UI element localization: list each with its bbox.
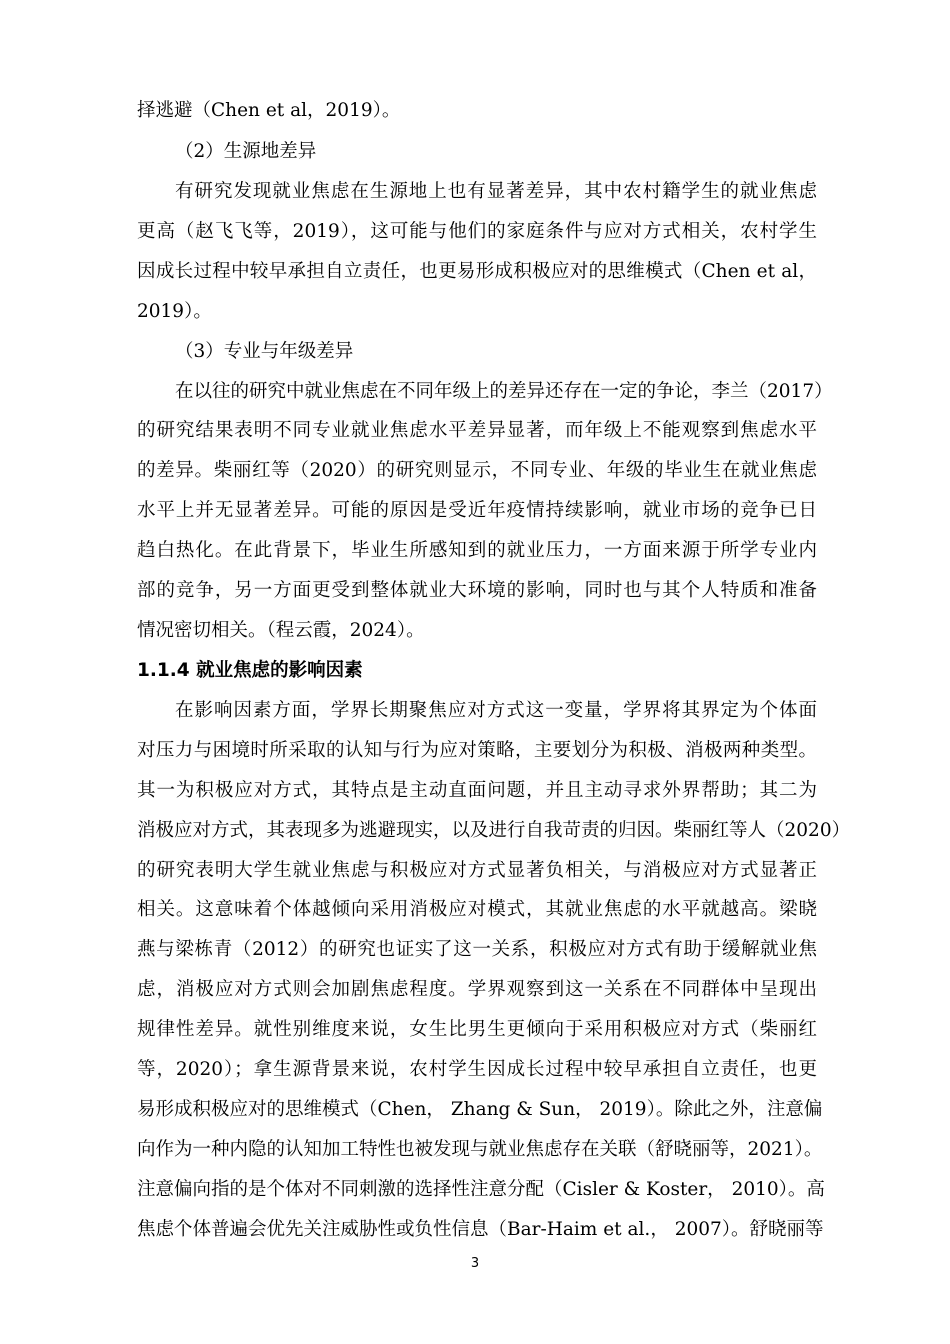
paragraph-line: 相关。这意味着个体越倾向采用消极应对模式，其就业焦虑的水平就越高。梁晓 (137, 899, 817, 920)
paragraph-line: 有研究发现就业焦虑在生源地上也有显著差异，其中农村籍学生的就业焦虑 (175, 181, 817, 202)
paragraph-line: 在以往的研究中就业焦虑在不同年级上的差异还存在一定的争论，李兰（2017） (175, 381, 833, 402)
paragraph-line: 燕与梁栋青（2012）的研究也证实了这一关系，积极应对方式有助于缓解就业焦 (137, 939, 817, 960)
paragraph-line: 焦虑个体普遍会优先关注威胁性或负性信息（Bar-Haim et al.， 2007）。舒晓丽等 (137, 1219, 824, 1240)
paragraph-line: 部的竞争，另一方面更受到整体就业大环境的影响，同时也与其个人特质和准备 (137, 580, 817, 601)
paragraph-line: 情况密切相关。（程云霞，2024）。 (137, 620, 425, 641)
paragraph-line: 易形成积极应对的思维模式（Chen， Zhang & Sun， 2019）。除此之外，注意偏 (137, 1099, 823, 1120)
paragraph-line: 等，2020）；拿生源背景来说，农村学生因成长过程中较早承担自立责任，也更 (137, 1059, 817, 1080)
paragraph-line: 对压力与困境时所采取的认知与行为应对策略，主要划分为积极、消极两种类型。 (137, 740, 817, 761)
paragraph-line: 2019）。 (137, 301, 212, 322)
paragraph-line: 虑，消极应对方式则会加剧焦虑程度。学界观察到这一关系在不同群体中呈现出 (137, 979, 817, 1000)
paragraph-line: 因成长过程中较早承担自立责任，也更易形成积极应对的思维模式（Chen et al， (137, 261, 817, 282)
paragraph-line: 趋白热化。在此背景下，毕业生所感知到的就业压力，一方面来源于所学专业内 (137, 540, 817, 561)
paragraph-line: 择逃避（Chen et al，2019）。 (137, 100, 401, 121)
page-number: 3 (470, 1256, 480, 1271)
paragraph-line: 的差异。柴丽红等（2020）的研究则显示，不同专业、年级的毕业生在就业焦虑 (137, 460, 817, 481)
paragraph-line: 向作为一种内隐的认知加工特性也被发现与就业焦虑存在关联（舒晓丽等，2021）。 (137, 1139, 823, 1160)
paragraph-line: 其一为积极应对方式，其特点是主动直面问题，并且主动寻求外界帮助；其二为 (137, 780, 817, 801)
paragraph-line: 水平上并无显著差异。可能的原因是受近年疫情持续影响，就业市场的竞争已日 (137, 500, 817, 521)
paragraph-line: 更高（赵飞飞等，2019），这可能与他们的家庭条件与应对方式相关，农村学生 (137, 221, 817, 242)
subsection-heading-major-grade: （3）专业与年级差异 (175, 341, 354, 362)
paragraph-line: 的研究结果表明不同专业就业焦虑水平差异显著，而年级上不能观察到焦虑水平 (137, 420, 817, 441)
paragraph-line: 注意偏向指的是个体对不同刺激的选择性注意分配（Cisler & Koster， 2010）。高 (137, 1179, 825, 1200)
paragraph-line: 的研究表明大学生就业焦虑与积极应对方式显著负相关，与消极应对方式显著正 (137, 860, 817, 881)
paragraph-line: 消极应对方式，其表现多为逃避现实，以及进行自我苛责的归因。柴丽红等人（2020） (137, 820, 851, 841)
subsection-heading-origin: （2）生源地差异 (175, 141, 317, 162)
section-heading: 1.1.4 就业焦虑的影响因素 (137, 660, 363, 681)
paragraph-line: 规律性差异。就性别维度来说，女生比男生更倾向于采用积极应对方式（柴丽红 (137, 1019, 817, 1040)
paragraph-line: 在影响因素方面，学界长期聚焦应对方式这一变量，学界将其界定为个体面 (175, 700, 817, 721)
